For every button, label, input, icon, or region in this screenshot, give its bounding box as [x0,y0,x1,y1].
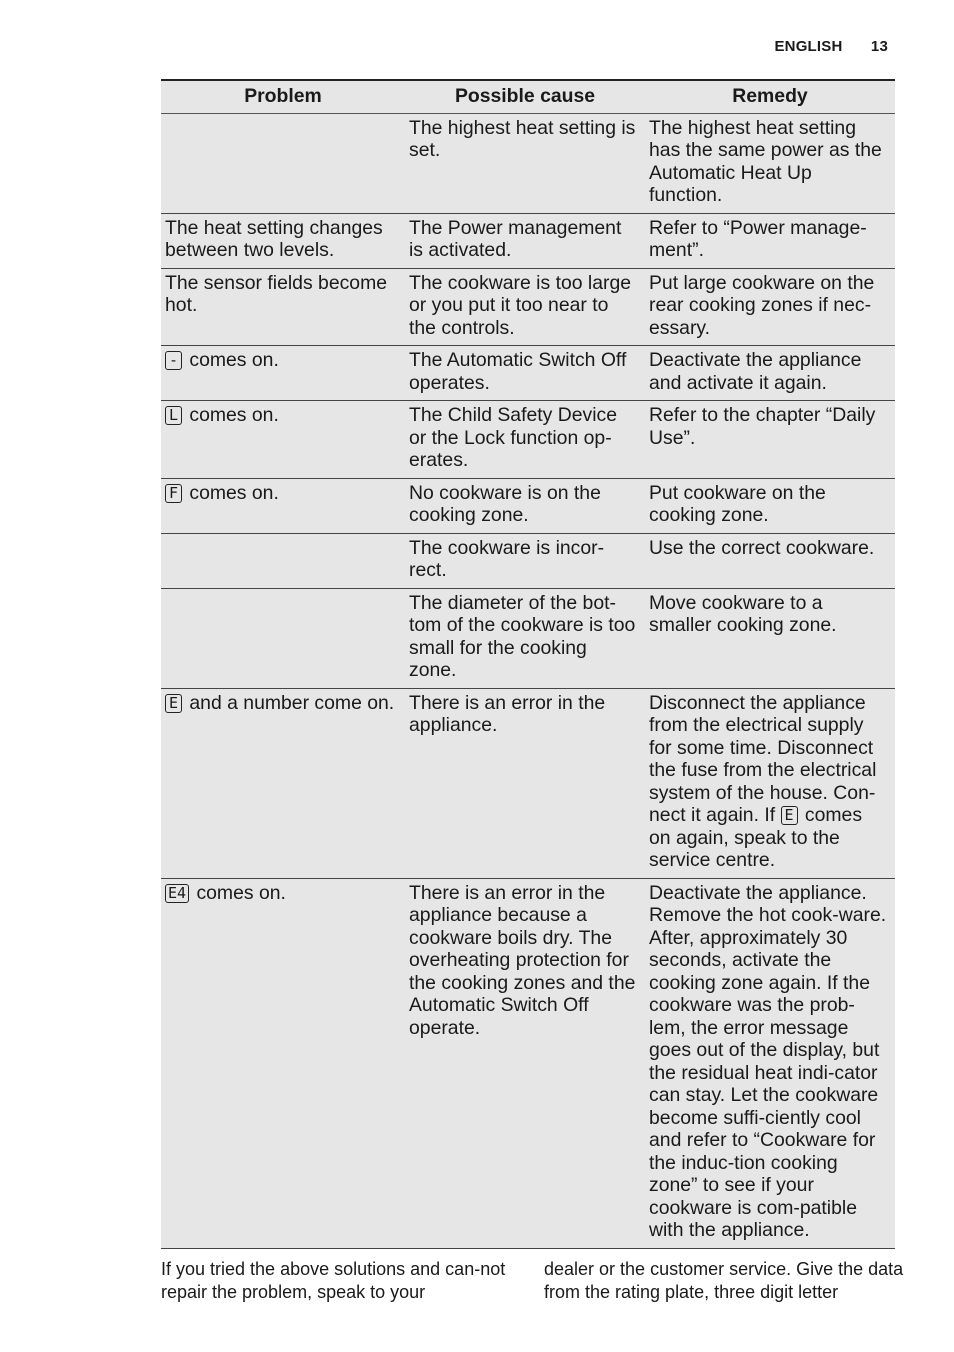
cause-cell: There is an error in the appliance. [405,688,645,878]
footer-text-right: dealer or the customer service. Give the data from the rating plate, three digit letter [544,1259,904,1302]
cause-cell: The cookware is incor-rect. [405,533,645,588]
remedy-cell: Put large cookware on the rear cooking zones if nec-essary. [645,268,895,346]
display-e4-symbol: E4 [165,884,189,903]
cause-cell: The Power management is activated. [405,213,645,268]
remedy-cell: Deactivate the appliance and activate it again. [645,346,895,401]
remedy-text-before: Disconnect the appliance from the electrical supply for some time. Disconnect the fuse from the electrical system of the house. Con-nect it again. If [649,691,877,826]
problem-cell [161,588,405,688]
display-l-symbol: L [165,406,182,425]
remedy-cell: The highest heat setting has the same power as the Automatic Heat Up function. [645,113,895,213]
cause-cell: The cookware is too large or you put it too near to the controls. [405,268,645,346]
problem-text: The heat setting changes between two levels. [165,216,383,261]
remedy-cell: Move cookware to a smaller cooking zone. [645,588,895,688]
display-e-symbol: E [781,806,798,825]
problem-cell [161,268,405,346]
cause-cell: The highest heat setting is set. [405,113,645,213]
header-remedy: Remedy [645,80,895,113]
table-header-row [161,80,895,113]
table-row [161,878,895,1248]
page-number: 13 [870,38,888,55]
problem-text: and a number come on. [189,691,395,714]
table-row [161,533,895,588]
table-row [161,346,895,401]
page-header [774,38,888,55]
remedy-text-after: comes on again, speak to the service centre. [649,804,863,871]
problem-cell [161,878,405,1248]
cause-cell: No cookware is on the cooking zone. [405,478,645,533]
remedy-cell: Use the correct cookware. [645,533,895,588]
display-dash-symbol: - [165,351,182,370]
footer-text-left: If you tried the above solutions and can-not repair the problem, speak to your [161,1259,506,1302]
remedy-cell [645,688,895,878]
remedy-cell: Refer to “Power manage-ment”. [645,213,895,268]
problem-text: comes on. [189,404,279,426]
display-f-symbol: F [165,484,182,503]
problem-cell [161,346,405,401]
table-row [161,688,895,878]
table-row [161,401,895,479]
problem-text: comes on. [196,881,286,904]
header-possible-cause: Possible cause [405,80,645,113]
cause-cell: The diameter of the bot-tom of the cookware is too small for the cooking zone. [405,588,645,688]
cause-cell: The Automatic Switch Off operates. [405,346,645,401]
language-label: ENGLISH [774,38,843,55]
table-row [161,588,895,688]
problem-text: comes on. [189,481,279,504]
header-problem: Problem [161,80,405,113]
problem-cell [161,113,405,213]
problem-text: comes on. [189,349,279,371]
remedy-cell: Put cookware on the cooking zone. [645,478,895,533]
display-e-symbol: E [165,694,182,713]
table-row [161,268,895,346]
remedy-cell: Deactivate the appliance. Remove the hot cook-ware. After, approximately 30 seconds, activate the cooking zone again. If the cookware was the prob-lem, the error message goes out of the display, but the residual heat indi-cator can stay. Let the cookware become suffi-ciently cool and refer to “Cookware for the induc-tion cooking zone” to see if your cookware is com-patible with the appliance. [645,878,895,1248]
problem-cell [161,533,405,588]
problem-cell [161,688,405,878]
problem-text: The sensor fields become hot. [165,271,388,316]
cause-cell: There is an error in the appliance because a cookware boils dry. The overheating protection for the cooking zones and the Automatic Switch Off operate. [405,878,645,1248]
problem-cell [161,213,405,268]
table-row [161,213,895,268]
problem-cell [161,478,405,533]
cause-cell: The Child Safety Device or the Lock function op-erates. [405,401,645,479]
table-row [161,478,895,533]
remedy-cell: Refer to the chapter “Daily Use”. [645,401,895,479]
problem-cell [161,401,405,479]
table-row [161,113,895,213]
troubleshooting-table [161,79,895,1249]
